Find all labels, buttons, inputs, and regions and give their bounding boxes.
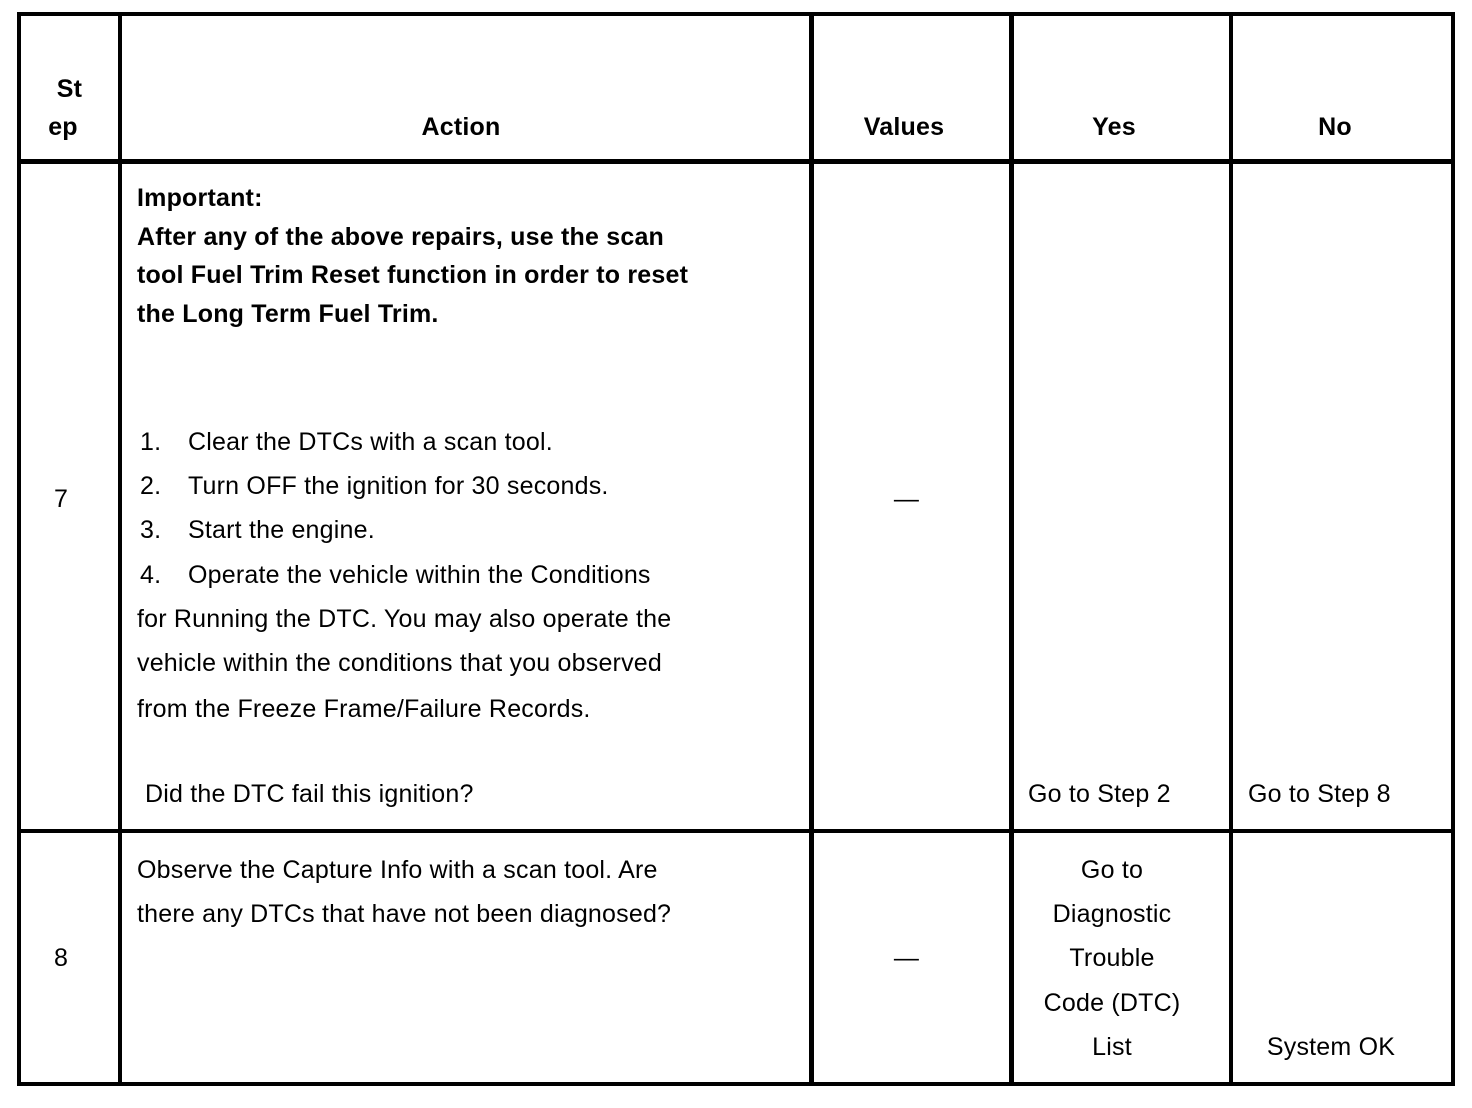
yes-action-line: Code (DTC) xyxy=(1043,989,1181,1017)
step-number: 7 xyxy=(53,485,69,513)
list-item-number: 2. xyxy=(140,472,162,500)
list-item-number: 3. xyxy=(140,516,162,544)
important-label: Important: xyxy=(137,184,263,212)
header-step-line2: ep xyxy=(48,113,78,141)
table-border-top xyxy=(17,12,1455,16)
important-line: After any of the above repairs, use the scan xyxy=(137,223,665,251)
no-action: Go to Step 8 xyxy=(1248,780,1391,808)
list-item-text: Clear the DTCs with a scan tool. xyxy=(188,428,553,456)
table-border-left xyxy=(17,12,21,1086)
value-dash: — xyxy=(893,944,920,972)
action-line: there any DTCs that have not been diagnosed? xyxy=(137,900,672,928)
continuation-line: for Running the DTC. You may also operate the xyxy=(137,605,672,633)
continuation-line: from the Freeze Frame/Failure Records. xyxy=(137,695,591,723)
column-divider-yes xyxy=(1229,12,1233,1086)
yes-action-line: List xyxy=(1092,1033,1132,1061)
important-line: the Long Term Fuel Trim. xyxy=(137,300,439,328)
list-item xyxy=(140,471,609,501)
list-item-number: 4. xyxy=(140,561,162,589)
list-item-text: Turn OFF the ignition for 30 seconds. xyxy=(188,472,609,500)
table-border-right xyxy=(1451,12,1455,1086)
action-line: Observe the Capture Info with a scan tool. Are xyxy=(137,856,658,884)
yes-action-line: Trouble xyxy=(1069,944,1155,972)
important-line: tool Fuel Trim Reset function in order to reset xyxy=(137,261,689,289)
header-values: Values xyxy=(863,113,945,141)
yes-action: Go to Step 2 xyxy=(1028,780,1171,808)
continuation-line: vehicle within the conditions that you observed xyxy=(137,649,662,677)
row-divider xyxy=(17,829,1455,833)
column-divider-action xyxy=(809,12,814,1086)
table-border-bottom xyxy=(17,1082,1455,1086)
question: Did the DTC fail this ignition? xyxy=(145,780,474,808)
list-item-text: Operate the vehicle within the Conditions xyxy=(188,561,651,589)
list-item xyxy=(140,560,651,590)
value-dash: — xyxy=(893,485,920,513)
list-item-text: Start the engine. xyxy=(188,516,375,544)
header-yes: Yes xyxy=(1092,113,1136,141)
list-item-number: 1. xyxy=(140,428,162,456)
list-item xyxy=(140,515,375,545)
no-action: System OK xyxy=(1266,1033,1396,1061)
header-action: Action xyxy=(421,113,501,141)
column-divider-step xyxy=(118,12,122,1086)
list-item xyxy=(140,427,553,457)
step-number: 8 xyxy=(53,944,69,972)
header-no: No xyxy=(1318,113,1352,141)
yes-action-line: Go to xyxy=(1080,856,1144,884)
header-divider xyxy=(17,159,1455,164)
yes-action-line: Diagnostic xyxy=(1052,900,1172,928)
header-step-line1: St xyxy=(56,75,83,103)
